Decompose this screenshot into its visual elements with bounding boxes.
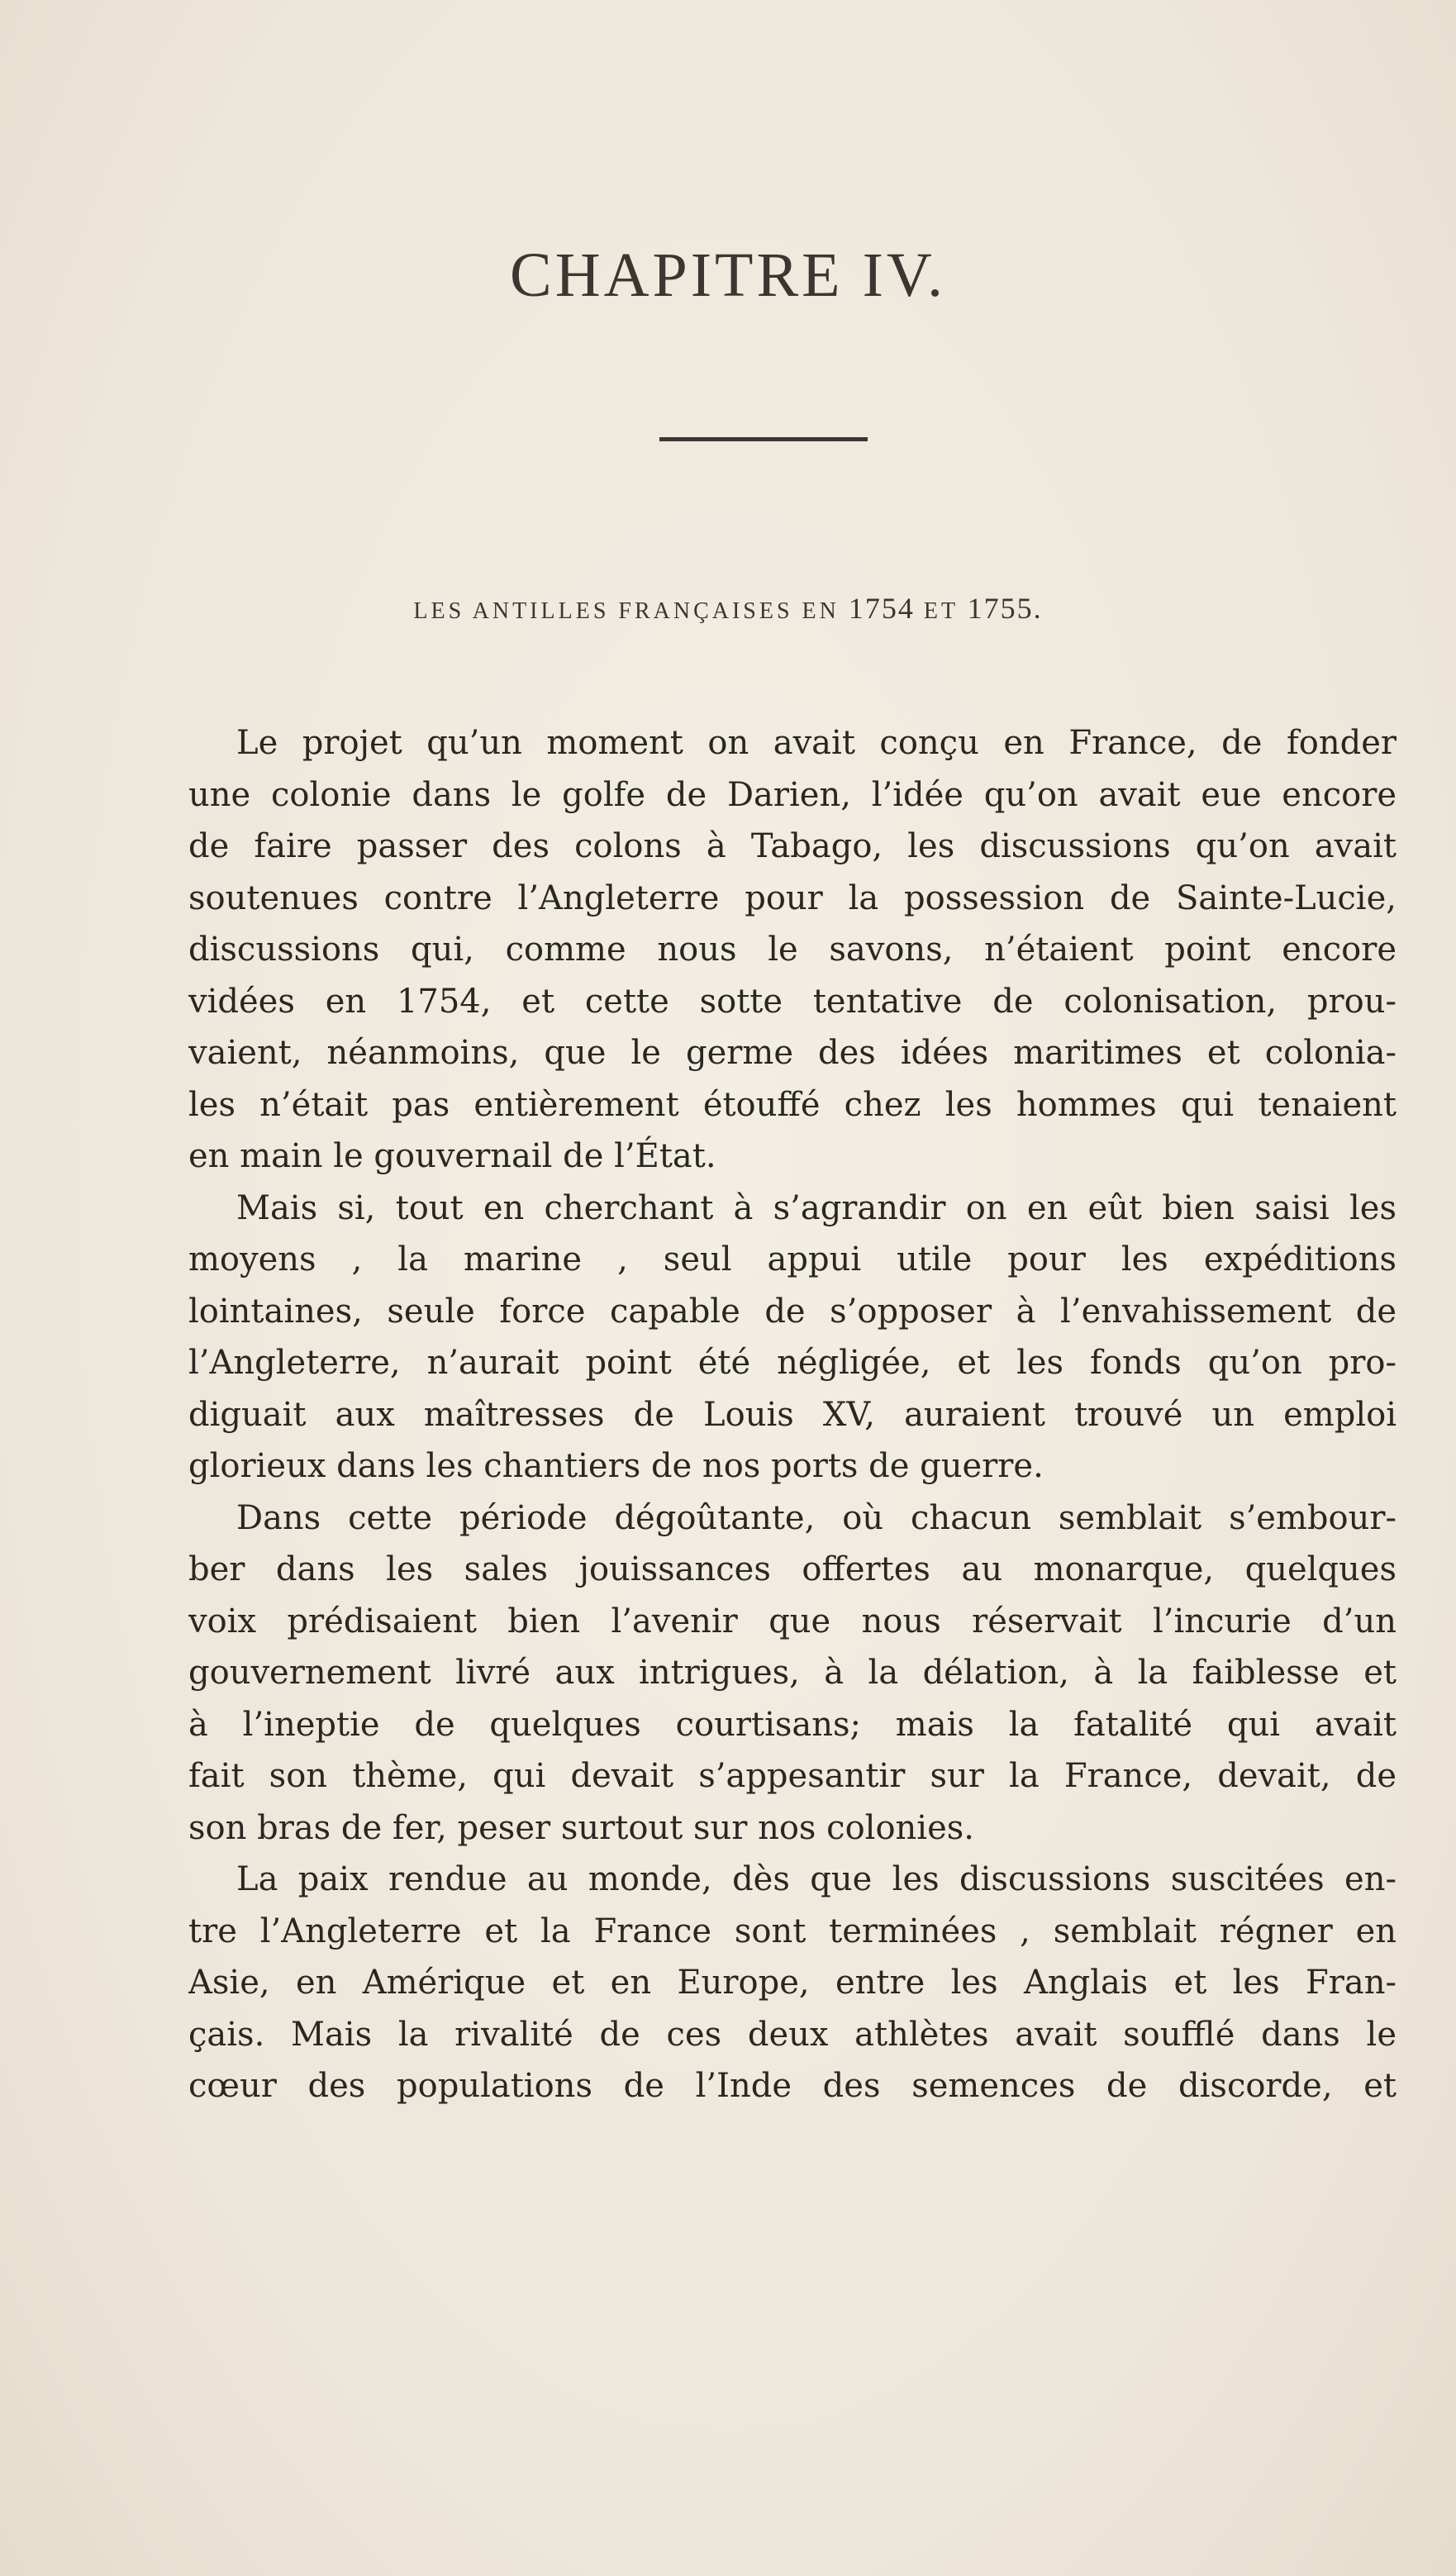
text-line: Dans cette période dégoûtante, où chacun semblait s’embour- (236, 1498, 1397, 1537)
text-line: cœur des populations de l’Inde des semences de discorde, et (188, 2067, 1397, 2105)
text-line: lointaines, seule force capable de s’opposer à l’envahissement de (188, 1292, 1397, 1331)
text-line: Le projet qu’un moment on avait conçu en France, de fonder (236, 724, 1397, 762)
subtitle-year-1754: 1754 (848, 592, 915, 625)
body-text (188, 717, 1397, 2112)
text-line: voix prédisaient bien l’avenir que nous réservait l’incurie d’un (188, 1602, 1397, 1640)
text-line: Asie, en Amérique et en Europe, entre les Anglais et les Fran- (188, 1964, 1397, 2002)
chapter-subtitle (0, 591, 1456, 626)
text-line: discussions qui, comme nous le savons, n’étaient point encore (188, 931, 1397, 969)
text-line: La paix rendue au monde, dès que les discussions suscitées en- (236, 1860, 1397, 1898)
text-line: soutenues contre l’Angleterre pour la possession de Sainte-Lucie, (188, 879, 1397, 917)
text-line: en main le gouvernail de l’État. (188, 1137, 716, 1175)
text-line: Mais si, tout en cherchant à s’agrandir on en eût bien saisi les (236, 1188, 1397, 1227)
subtitle-middle: ET (914, 598, 968, 624)
text-line: l’Angleterre, n’aurait point été négligée, et les fonds qu’on pro- (188, 1344, 1397, 1382)
subtitle-year-1755: 1755. (967, 592, 1043, 625)
text-line: ber dans les sales jouissances offertes au monarque, quelques (188, 1550, 1397, 1588)
text-line: tre l’Angleterre et la France sont terminées , semblait régner en (188, 1912, 1397, 1950)
subtitle-prefix: LES ANTILLES FRANÇAISES EN (413, 598, 849, 624)
text-line: diguait aux maîtresses de Louis XV, auraient trouvé un emploi (188, 1395, 1397, 1434)
text-line: vaient, néanmoins, que le germe des idées maritimes et colonia- (188, 1034, 1397, 1072)
text-line: fait son thème, qui devait s’appesantir sur la France, devait, de (188, 1757, 1397, 1795)
text-line: à l’ineptie de quelques courtisans; mais la fatalité qui avait (188, 1705, 1397, 1744)
text-line: de faire passer des colons à Tabago, les discussions qu’on avait (188, 827, 1397, 865)
chapter-title: CHAPITRE IV. (510, 240, 946, 310)
text-line: son bras de fer, peser surtout sur nos colonies. (188, 1808, 974, 1847)
text-line: çais. Mais la rivalité de ces deux athlètes avait soufflé dans le (188, 2015, 1397, 2054)
text-line: moyens , la marine , seul appui utile pour les expéditions (188, 1240, 1397, 1278)
text-line: gouvernement livré aux intrigues, à la délation, à la faiblesse et (188, 1654, 1397, 1692)
text-line: vidées en 1754, et cette sotte tentative de colonisation, prou- (188, 982, 1397, 1021)
title-divider (659, 437, 868, 441)
text-line: une colonie dans le golfe de Darien, l’idée qu’on avait eue encore (188, 775, 1397, 814)
text-line: glorieux dans les chantiers de nos ports de guerre. (188, 1447, 1044, 1485)
text-line: les n’était pas entièrement étouffé chez les hommes qui tenaient (188, 1085, 1397, 1124)
